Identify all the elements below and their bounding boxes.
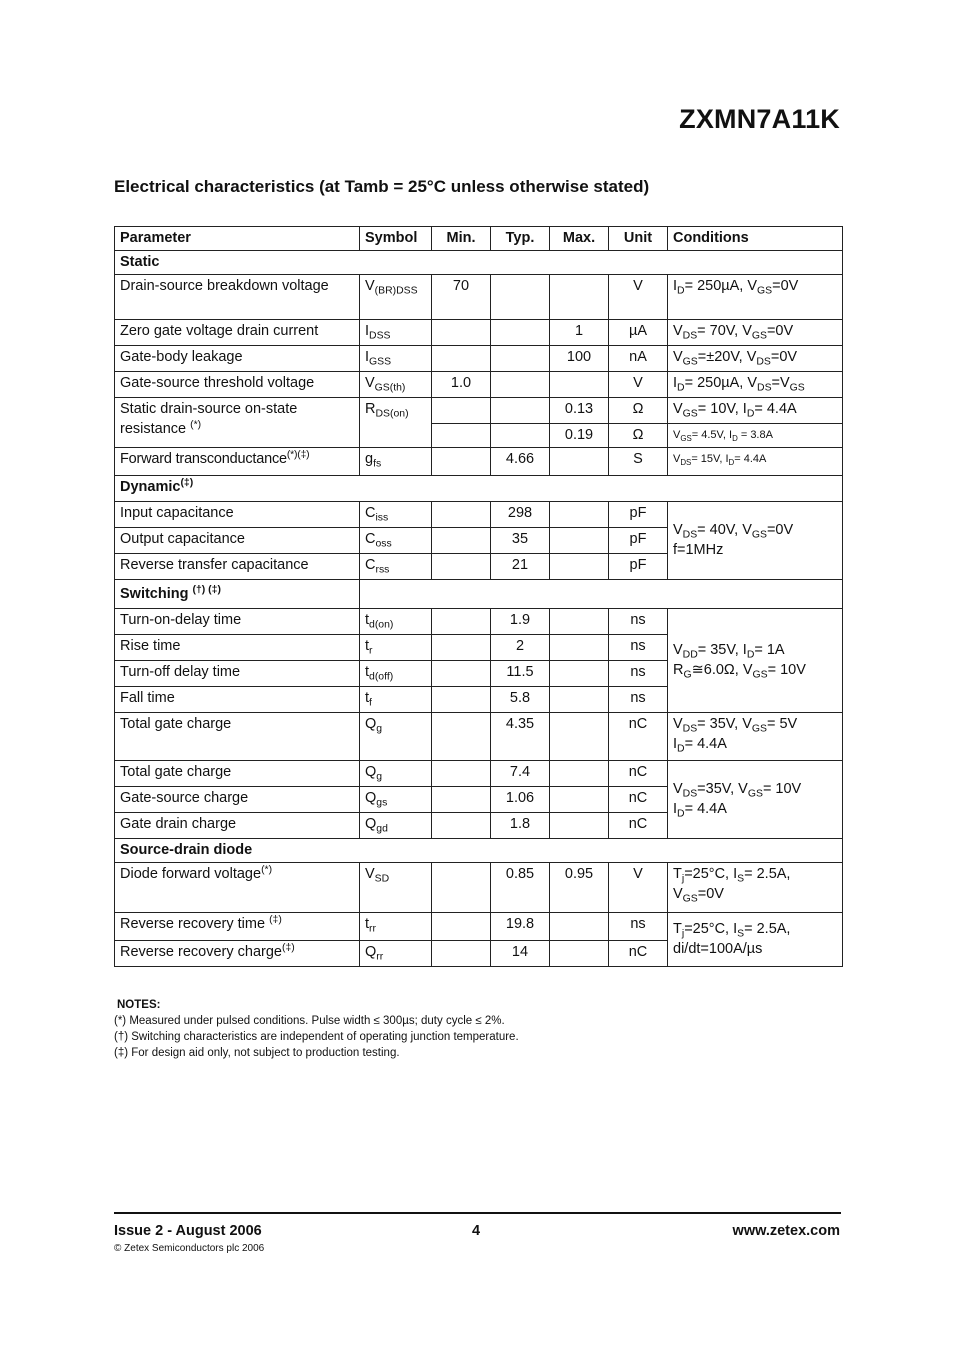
param-cell: Output capacitance	[115, 528, 360, 554]
min-cell	[432, 398, 491, 424]
section-row-static	[115, 251, 843, 275]
symbol-cell: $t_{d(on)}$	[360, 609, 432, 635]
part-number: ZXMN7A11K	[679, 104, 840, 134]
typ-cell: 0.85	[491, 863, 550, 913]
max-cell	[550, 687, 609, 713]
param-cell: Input capacitance	[115, 502, 360, 528]
table-row	[115, 275, 843, 320]
section-title: Electrical characteristics (at Tamb = 25°C unless otherwise stated)	[114, 177, 650, 196]
max-cell	[550, 554, 609, 580]
col-header-max: Max.	[550, 227, 609, 251]
min-cell	[432, 787, 491, 813]
unit-cell: ns	[609, 661, 668, 687]
footer-issue: Issue 2 - August 2006	[114, 1223, 262, 1239]
min-cell	[432, 346, 491, 372]
unit-cell: nC	[609, 761, 668, 787]
max-cell	[550, 448, 609, 476]
conditions-cell: $T_j=25^\circ C$, $I_S= 2.5A$, $V_{GS}=0V$	[668, 863, 843, 913]
section-spacer	[360, 580, 843, 609]
unit-cell: pF	[609, 528, 668, 554]
notes-title: NOTES:	[117, 999, 161, 1011]
max-cell: 0.95	[550, 863, 609, 913]
table-row	[115, 863, 843, 913]
unit-cell: ns	[609, 913, 668, 941]
conditions-cell: $V_{GS}= 4.5V$, $I_D = 3.8A$	[668, 424, 843, 448]
max-cell	[550, 635, 609, 661]
unit-cell: V	[609, 863, 668, 913]
max-cell	[550, 372, 609, 398]
table-row	[115, 609, 843, 635]
unit-cell: Ω	[609, 424, 668, 448]
typ-cell: 21	[491, 554, 550, 580]
symbol-cell: $t_{rr}$	[360, 913, 432, 941]
unit-cell: nC	[609, 813, 668, 839]
col-header-conditions: Conditions	[668, 227, 843, 251]
col-header-symbol: Symbol	[360, 227, 432, 251]
symbol-cell: $Q_g$	[360, 761, 432, 787]
table-row	[115, 398, 843, 424]
param-cell: Drain-source breakdown voltage	[115, 275, 360, 320]
typ-cell	[491, 320, 550, 346]
param-cell: Total gate charge	[115, 761, 360, 787]
max-cell	[550, 787, 609, 813]
conditions-cell: $I_D= 250\mu A$, $V_{GS}=0V$	[668, 275, 843, 320]
max-cell	[550, 941, 609, 967]
typ-cell: 11.5	[491, 661, 550, 687]
symbol-cell: $t_f$	[360, 687, 432, 713]
section-label-static: Static	[115, 251, 843, 275]
param-cell: Turn-off delay time	[115, 661, 360, 687]
min-cell	[432, 554, 491, 580]
col-header-min: Min.	[432, 227, 491, 251]
conditions-cell: $V_{DS}= 40V$, $V_{GS}=0V$ f=1MHz	[668, 502, 843, 580]
typ-cell	[491, 275, 550, 320]
symbol-cell: $V_{GS(th)}$	[360, 372, 432, 398]
symbol-cell: $t_r$	[360, 635, 432, 661]
typ-cell: 5.8	[491, 687, 550, 713]
electrical-characteristics-table	[114, 226, 843, 967]
typ-cell: 1.06	[491, 787, 550, 813]
conditions-cell: $I_D= 250\mu A$, $V_{DS}=V_{GS}$	[668, 372, 843, 398]
param-cell: Zero gate voltage drain current	[115, 320, 360, 346]
param-cell: Total gate charge	[115, 713, 360, 761]
conditions-cell: $V_{GS}=\pm 20V$, $V_{DS}=0V$	[668, 346, 843, 372]
section-label-switching: Switching (†) (‡)	[115, 580, 360, 609]
typ-cell	[491, 398, 550, 424]
max-cell	[550, 813, 609, 839]
max-cell	[550, 502, 609, 528]
note-pulsed: (*) Measured under pulsed conditions. Pulse width ≤ 300µs; duty cycle ≤ 2%.	[114, 1015, 505, 1027]
unit-cell: ns	[609, 635, 668, 661]
max-cell	[550, 761, 609, 787]
note-switching: (†) Switching characteristics are independent of operating junction temperature.	[114, 1031, 519, 1043]
conditions-cell: $V_{GS}= 10V$, $I_D= 4.4A$	[668, 398, 843, 424]
table-row	[115, 502, 843, 528]
min-cell	[432, 661, 491, 687]
unit-cell: pF	[609, 554, 668, 580]
symbol-cell: $Q_{gs}$	[360, 787, 432, 813]
section-row-source-drain	[115, 839, 843, 863]
param-cell: Fall time	[115, 687, 360, 713]
param-cell: Turn-on-delay time	[115, 609, 360, 635]
max-cell	[550, 528, 609, 554]
unit-cell: S	[609, 448, 668, 476]
symbol-cell: $t_{d(off)}$	[360, 661, 432, 687]
typ-cell: 19.8	[491, 913, 550, 941]
conditions-cell: $V_{DS}=35V$, $V_{GS}= 10V$ $I_D= 4.4A$	[668, 761, 843, 839]
unit-cell: nC	[609, 713, 668, 761]
param-cell: Gate drain charge	[115, 813, 360, 839]
param-cell: Reverse recovery time (‡)	[115, 913, 360, 941]
symbol-cell: $C_{rss}$	[360, 554, 432, 580]
unit-cell: nC	[609, 941, 668, 967]
typ-cell: 4.35	[491, 713, 550, 761]
table-header-row	[115, 227, 843, 251]
section-row-switching	[115, 580, 843, 609]
unit-cell: µA	[609, 320, 668, 346]
unit-cell: V	[609, 275, 668, 320]
min-cell	[432, 813, 491, 839]
param-cell: Reverse recovery charge(‡)	[115, 941, 360, 967]
symbol-cell: $V_{SD}$	[360, 863, 432, 913]
min-cell	[432, 687, 491, 713]
section-label-dynamic: Dynamic(‡)	[115, 476, 843, 502]
min-cell	[432, 448, 491, 476]
conditions-cell: $T_j=25^\circ C$, $I_S= 2.5A$, di/dt=100A/µs	[668, 913, 843, 967]
max-cell	[550, 275, 609, 320]
footer-copyright: © Zetex Semiconductors plc 2006	[114, 1243, 265, 1254]
col-header-parameter: Parameter	[115, 227, 360, 251]
max-cell	[550, 609, 609, 635]
unit-cell: pF	[609, 502, 668, 528]
max-cell	[550, 713, 609, 761]
symbol-cell: $Q_{rr}$	[360, 941, 432, 967]
note-design-aid: (‡) For design aid only, not subject to production testing.	[114, 1047, 400, 1059]
col-header-typ: Typ.	[491, 227, 550, 251]
symbol-cell: $V_{(BR)DSS}$	[360, 275, 432, 320]
symbol-cell: $C_{oss}$	[360, 528, 432, 554]
table-row	[115, 713, 843, 761]
conditions-cell: $V_{DS}= 35V$, $V_{GS}= 5V$ $I_D= 4.4A$	[668, 713, 843, 761]
min-cell	[432, 863, 491, 913]
section-row-dynamic	[115, 476, 843, 502]
table-row	[115, 761, 843, 787]
typ-cell: 4.66	[491, 448, 550, 476]
min-cell: 1.0	[432, 372, 491, 398]
typ-cell: 14	[491, 941, 550, 967]
typ-cell: 35	[491, 528, 550, 554]
footer-website: www.zetex.com	[732, 1223, 840, 1239]
typ-cell: 2	[491, 635, 550, 661]
symbol-cell: $I_{DSS}$	[360, 320, 432, 346]
min-cell	[432, 424, 491, 448]
unit-cell: V	[609, 372, 668, 398]
conditions-cell: $V_{DD}= 35V$, $I_D= 1A$ $R_G≅6.0\Omega$, $V_{GS}= 10V$	[668, 609, 843, 713]
table-row	[115, 320, 843, 346]
table-row	[115, 372, 843, 398]
notes	[114, 997, 519, 1061]
max-cell: 1	[550, 320, 609, 346]
table-row	[115, 913, 843, 941]
param-cell: Gate-source charge	[115, 787, 360, 813]
symbol-cell: $C_{iss}$	[360, 502, 432, 528]
max-cell	[550, 661, 609, 687]
min-cell	[432, 635, 491, 661]
typ-cell	[491, 424, 550, 448]
min-cell	[432, 913, 491, 941]
param-cell: Rise time	[115, 635, 360, 661]
typ-cell: 298	[491, 502, 550, 528]
max-cell	[550, 913, 609, 941]
min-cell	[432, 320, 491, 346]
param-cell: Forward transconductance(*)(‡)	[115, 448, 360, 476]
param-cell: Diode forward voltage(*)	[115, 863, 360, 913]
param-cell: Static drain-source on-state resistance (*)	[115, 398, 360, 448]
table-row	[115, 346, 843, 372]
conditions-cell: $V_{DS}= 70V$, $V_{GS}=0V$	[668, 320, 843, 346]
min-cell	[432, 502, 491, 528]
param-cell: Gate-body leakage	[115, 346, 360, 372]
min-cell	[432, 941, 491, 967]
unit-cell: nA	[609, 346, 668, 372]
typ-cell	[491, 372, 550, 398]
symbol-cell: $g_{fs}$	[360, 448, 432, 476]
typ-cell	[491, 346, 550, 372]
footer-divider	[114, 1212, 841, 1214]
table-row	[115, 448, 843, 476]
conditions-cell: $V_{DS}= 15V$, $I_D= 4.4A$	[668, 448, 843, 476]
typ-cell: 1.9	[491, 609, 550, 635]
symbol-cell: $Q_{gd}$	[360, 813, 432, 839]
unit-cell: ns	[609, 609, 668, 635]
section-label-source-drain: Source-drain diode	[115, 839, 843, 863]
min-cell	[432, 609, 491, 635]
max-cell: 0.13	[550, 398, 609, 424]
param-cell: Reverse transfer capacitance	[115, 554, 360, 580]
typ-cell: 7.4	[491, 761, 550, 787]
min-cell: 70	[432, 275, 491, 320]
symbol-cell: $I_{GSS}$	[360, 346, 432, 372]
typ-cell: 1.8	[491, 813, 550, 839]
max-cell: 0.19	[550, 424, 609, 448]
unit-cell: nC	[609, 787, 668, 813]
symbol-cell: $Q_g$	[360, 713, 432, 761]
min-cell	[432, 528, 491, 554]
param-cell: Gate-source threshold voltage	[115, 372, 360, 398]
unit-cell: ns	[609, 687, 668, 713]
footer-page-number: 4	[472, 1223, 481, 1239]
max-cell: 100	[550, 346, 609, 372]
unit-cell: Ω	[609, 398, 668, 424]
min-cell	[432, 761, 491, 787]
symbol-cell: $R_{DS(on)}$	[360, 398, 432, 448]
col-header-unit: Unit	[609, 227, 668, 251]
min-cell	[432, 713, 491, 761]
